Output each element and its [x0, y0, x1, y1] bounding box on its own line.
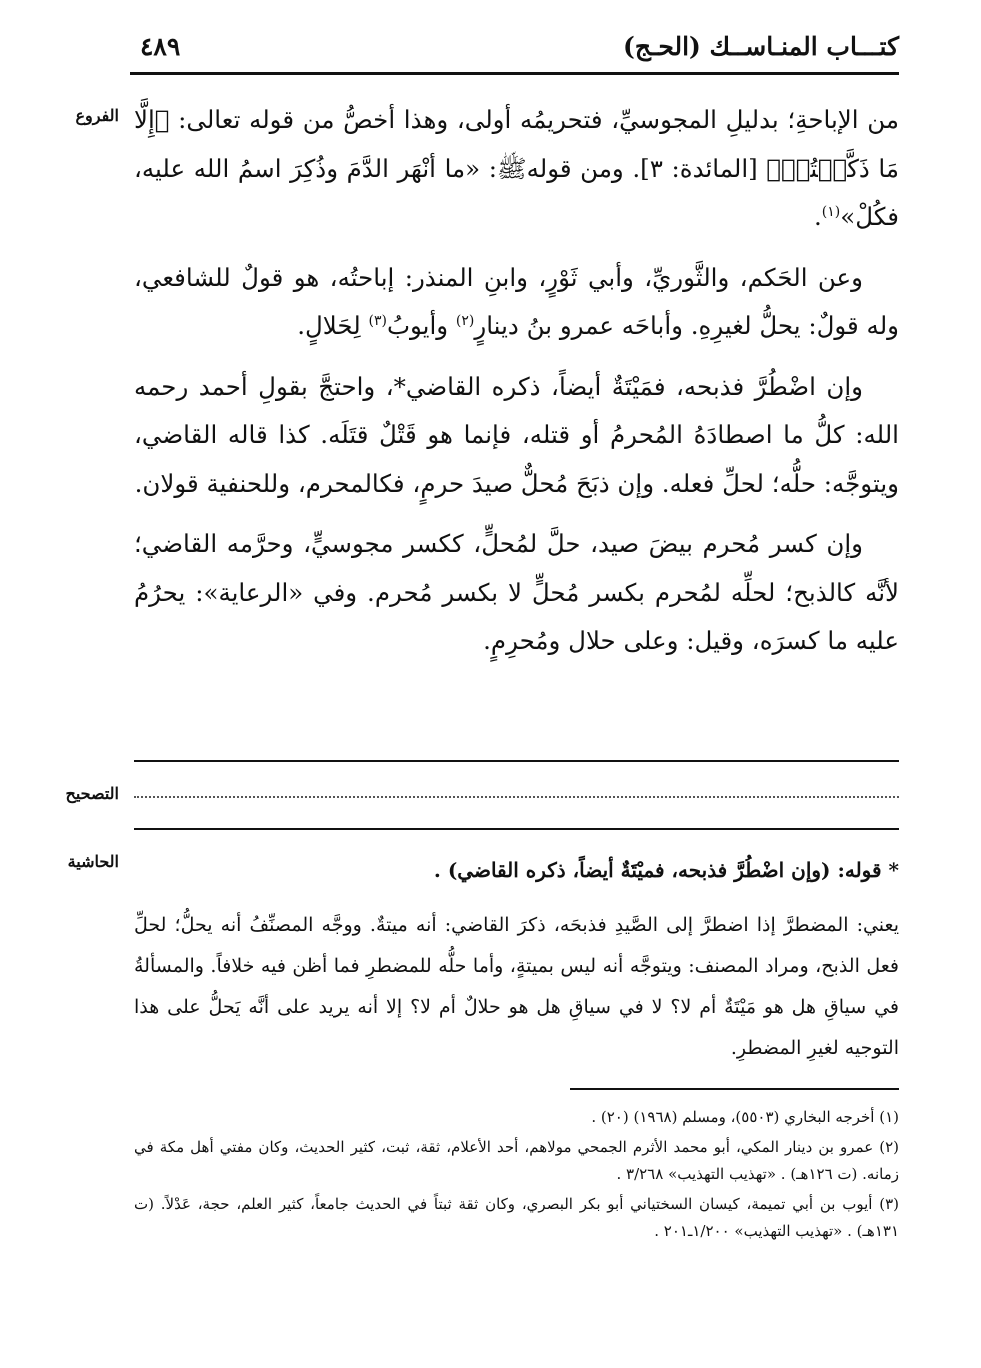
- paragraph-3: وإن اضْطُرَّ فذبحه، فمَيْتَةٌ أيضاً، ذكره القاضي*، واحتجَّ بقولِ أحمد رحمه الله: كلُّ ما اصطادَهُ المُحرمُ أو قتله، فإنما هو قَتْلٌ قتَلَه. كذا قاله القاضي، ويتوجَّه: حلُّه؛ لحلِّ فعله. وإن ذبَحَ مُحلٌّ صيدَ حرمٍ، فكالمحرم، وللحنفية قولان.: [134, 371, 899, 498]
- footnotes: [134, 1104, 899, 1248]
- page-header: [130, 28, 899, 68]
- footnote-3: (٣) أيوب بن أبي تميمة، كيسان السختياني أبو بكر البصري، وكان ثقة ثبتاً في الحديث جامعاً، كثير العلم، حجة، عَدْلاً. (ت ١٣١هـ) . «تهذيب التهذيب» ١/٢٠٠ـ٢٠١ .: [134, 1195, 899, 1240]
- margin-label-furu: الفروع: [75, 106, 119, 125]
- hashiya-heading: * قوله: (وإن اضْطُرَّ فذبحه، فميْتَةٌ أيضاً، ذكره القاضي) .: [433, 858, 899, 882]
- margin-label-hashiya: الحاشية: [67, 852, 119, 871]
- paragraph-2-text-c: لِحَلالٍ.: [297, 311, 369, 340]
- hashiya-body: [134, 905, 899, 1069]
- paragraph-1-end: .: [813, 202, 822, 231]
- paragraph-1-text: من الإباحةِ؛ بدليلِ المجوسيِّ، فتحريمُه أولى، وهذا أخصُّ من قوله تعالى: ﴿إِلَّا مَا ذَكَّيۡتُمۡ﴾ [المائدة: ٣]. ومن قولهﷺ: «ما أنْهَر الدَّمَ وذُكِرَ اسمُ الله عليه، فكُلْ»: [134, 105, 899, 231]
- paragraph-2: [134, 254, 899, 351]
- footnote-ref-1: (١): [821, 203, 841, 220]
- footnote-rule: [570, 1088, 899, 1090]
- paragraph-4: وإن كسر مُحرم بيضَ صيد، حلَّ لمُحلٍّ، ككسر مجوسيٍّ، وحرَّمه القاضي؛ لأنَّه كالذبح؛ لحلِّه لمُحرم بكسر مُحلٍّ لا بكسر مُحرم. وفي «الرعاية»: يحرُمُ عليه ما كسرَه، وقيل: وعلى حلال ومُحرِمٍ.: [134, 529, 899, 655]
- section-divider-top: [134, 760, 899, 762]
- footnote-ref-2: (٢): [455, 312, 475, 329]
- paragraph-2-text-a: وعن الحَكم، والثَّوريِّ، وأبي ثَوْرٍ، وابنِ المنذر: إباحتُه، هو قولٌ للشافعي، وله قولٌ: يحلُّ لغيرِهِ. وأباحَه عمرو بنُ دينارٍ: [134, 262, 899, 340]
- header-rule: [130, 72, 899, 75]
- footnote-ref-3: (٣): [368, 312, 387, 329]
- tashih-dotted-line: [134, 796, 899, 798]
- page-number: ٤٨٩: [140, 32, 181, 61]
- margin-label-tashih: التصحيح: [65, 784, 119, 803]
- footnote-1: (١) أخرجه البخاري (٥٥٠٣)، ومسلم (١٩٦٨) (٢٠) .: [591, 1108, 899, 1126]
- footnote-2: (٢) عمرو بن دينار المكي، أبو محمد الأثرم الجمحي مولاهم، أحد الأعلام، ثقة، ثبت، كثير الحديث، وكان مفتي أهل مكة في زمانه. (ت ١٢٦هـ) . «تهذيب التهذيب» ٣/٢٦٨ .: [134, 1138, 899, 1183]
- paragraph-1: [134, 96, 899, 242]
- main-text: [134, 96, 899, 678]
- section-divider-bottom: [134, 828, 899, 830]
- hashiya-paragraph: يعني: المضطرَّ إذا اضطرَّ إلى الصَّيدِ فذبحَه، ذكرَ القاضي: أنه ميتةٌ. ووجَّه المصنِّفُ أنه يحلُّ؛ لحلِّ فعل الذبح، ومراد المصنف: ويتوجَّه أنه ليس بميتةٍ، وأما حلُّه للمضطرِ فما أظن فيه خلافاً. والمسألةُ في سياقِ هل هو مَيْتَةٌ أم لا؟ لا في سياقِ هل هو حلالٌ أم لا؟ إلا أنه يريد على أنَّه يَحلُّ على هذا التوجيه لغيرِ المضطرِ.: [134, 914, 899, 1059]
- running-title: كتـــاب المنـاســك (الحـج): [623, 32, 899, 61]
- paragraph-2-text-b: وأيوبُ: [386, 311, 456, 340]
